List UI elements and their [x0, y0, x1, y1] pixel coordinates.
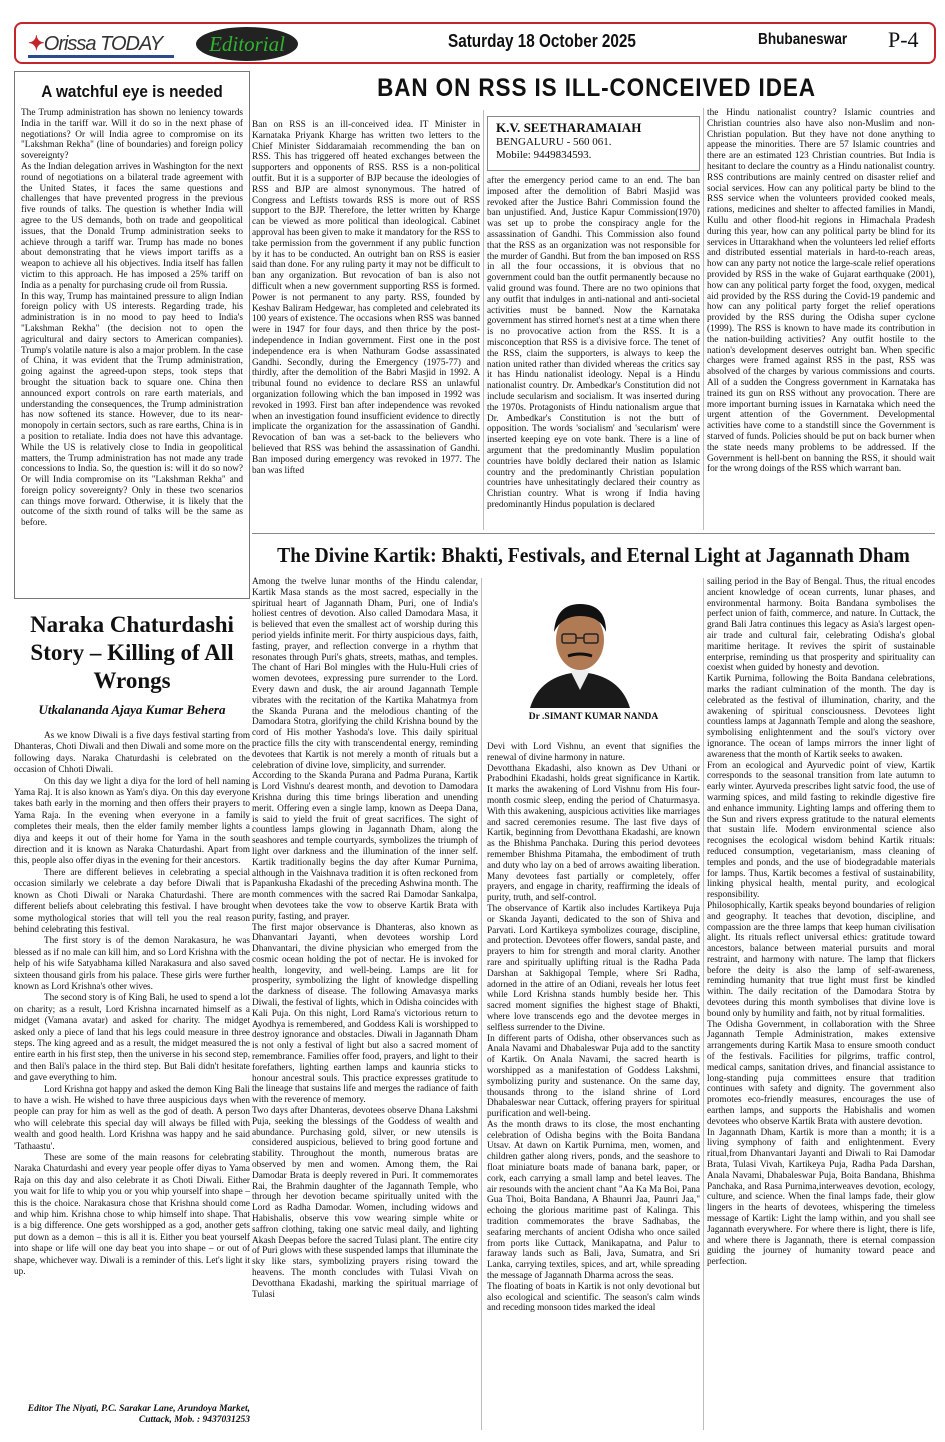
- paragraph: The second story is of King Bali, he used to spend a lot on charity; as a result, Lord Krishna incarnated himself as a midget (Vamana avatar) and asked for charity. The midget asked only a piece of land that his legs could measure in three steps. The king agreed and as a result, the midget measured the entire earth in his first step, then the universe in his second step, and then Bali's palace in the third step. But Bali didn't hesitate and gave everything to him.: [14, 992, 250, 1083]
- page-number: P-4: [888, 27, 919, 52]
- paragraph: There are different believes in celebrating a special occasion similarly we celebrate a day before Diwali that is known as Choti Diwali or Naraka Chaturdashi. There are different beliefs about celebrating this festival. I have brought some mythological stories that will tell you the real reason behind celebrating this festival.: [14, 866, 250, 934]
- column-rule: [703, 578, 704, 1430]
- kartik-headline: The Divine Kartik: Bhakti, Festivals, and Eternal Light at Jagannath Dham: [277, 543, 910, 567]
- paragraph: The Trump administration has shown no leniency towards India in the tariff war. Will it do so in the next phase of negotiations? Or will India agree to compromise on its "Lakshman Rekha" (line of boundaries) and foreign policy sovereignty?: [21, 108, 243, 162]
- paragraph: On this day we light a diya for the lord of hell naming Yama Raj. It is also known as Yam's diya. On this day everyone takes bath early in the morning and then offers their prayers to Yama Raja. In the evening when everyone in a family completes their meals, then the elder family member lights a diya and keeps it out of their home for Yama in the south direction and it is known as Naraka Chaturdashi. Apart from this, people also offer diyas in the evening for their ancestors.: [14, 775, 250, 866]
- kartik-column-3: [707, 577, 935, 1432]
- paragraph: As the month draws to its close, the most enchanting celebration of Odisha begins with the Boita Bandana Utsav. At dawn on Kartik Purnima, men, women, and children gather along rivers, ponds, and the seashore to float miniature boats made of banana bark, paper, or cork, each carrying a small lamp and betel leaves. The air resounds with the ancient chant "Aa Ka Ma Boi, Pana Gua Thoi, Boita Bandana, A Bhaunri Jaa, Paunri Jaa," echoing the glorious maritime past of Kalinga. This tradition commemorates the brave Sadhabas, the seafaring merchants of ancient Odisha who once sailed from ports like Cuttack, Manikapatna, and Palur to faraway lands such as Bali, Java, Sumatra, and Sri Lanka, carrying textiles, spices, and art, while spreading the message of Jagannath Dharma across the seas.: [487, 1119, 700, 1282]
- paragraph: Kartik Purnima, following the Boita Bandana celebrations, marks the radiant culmination of the month. The day is celebrated as the festival of illumination, charity, and the awakening of spiritual consciousness. Devotees light countless lamps at Jagannath Temple and along the seashore, symbolising enlightenment and the soul's victory over ignorance. The ocean of lamps mirrors the inner light of awareness that the month of Kartik seeks to awaken.: [707, 674, 935, 760]
- paragraph: These are some of the main reasons for celebrating Naraka Chaturdashi and every year people offer diyas to Yama Raja on this day and also celebrate it as Choti Diwali. Either you wait for life to whip you or you whip yourself into shape – this is the choice. Narakasura chose that Krishna should come and whip him. Krishna chose to whip himself into shape. That is a big difference. One gets worshipped as a god, another gets put down as a demon – this is all it is. Either you beat yourself into shape or life will one day beat you into shape – or out of shape, whichever way. Diwali is a reminder of this. Let's light it up.: [14, 1152, 250, 1277]
- logo-underline: [28, 55, 174, 58]
- watchful-eye-editorial: [14, 71, 250, 599]
- paragraph: Among the twelve lunar months of the Hindu calendar, Kartik Masa stands as the most sacred, especially in the spiritual heart of Jagannath Dham, Puri, one of India's holiest centres of devotion. Also called Damodara Masa, it is believed that even the smallest act of worship during this period yields infinite merit. For thirty auspicious days, faith, fasting, prayer, and reflection converge in a rhythm that resonates through Puri's ghats, streets, mathas, and temples. The chant of Hari Bol mingles with the Hulu-Huli cries of women devotees, expressing pure surrender to the Lord. Every dawn and dusk, the air around Jagannath Temple vibrates with the recitation of the Kartika Mahatmya from the Skanda Purana and the melodious chanting of the Damodara Stotra, glorifying the child Krishna bound by the cord of His mother Yashoda's love. This daily spiritual practice fills the city with transcendental energy, reminding devotees that Kartik is not merely a month of rituals but a celebration of divine love, simplicity, and surrender.: [252, 577, 478, 771]
- paragraph: In different parts of Odisha, other observances such as Anala Navami and Dhabaleswar Puja add to the sanctity of Kartik. On Anala Navami, the sacred hearth is worshipped as a manifestation of Goddess Lakshmi, symbolizing purity and sustenance. On the same day, thousands throng to the island shrine of Lord Dhabaleswar near Cuttack, offering prayers for spiritual purification and well-being.: [487, 1033, 700, 1120]
- paragraph: In this way, Trump has maintained pressure to align Indian foreign policy with US interests. Regarding trade, his administration is in no mood to pay heed to India's "Lakshman Rekha" (the decision not to open the agricultural and dairy sectors to American companies). Trump's volatile nature is also a major problem. In the case of China, it was evident that the Trump administration, going against the agreed-upon steps, took steps that brought the situation back to square one. China then announced export controls on rare earth materials, and understanding the consequences, the Trump administration has now softened its stance. However, due to its near-monopoly in certain sectors, such as rare earths, China is in a position to retaliate. India does not have this advantage. While the US is relatively close to India in geopolitical matters, the Trump administration has not made any trade concessions to India. So, the question is: will it do so now? Or will India compromise on its "Lakshman Rekha" and foreign policy sovereignty? Only in these two scenarios can things move forward. Otherwise, it is likely that the outcome of the sixth round of talks will be the same as before.: [21, 291, 243, 529]
- rss-column-2: after the emergency period came to an end. The ban imposed after the demolition of Babri Masjid was revoked after the Justice Bahri Commission found the ban unjustified. And, Justice Kapur Commission(1970) was set up to probe the conspiracy angle for the assassination of Gandhi. This Commission also found that the RSS as an organization was not responsible for the murder of Gandhi. But from the ban imposed on RSS in all the four occassions, it is obvious that no government could ban the outfit permanently because no valid ground was found. There are no two opinions that any outfit that indulges in anti-national and anti-societal activities must be banned. Now the Karnataka government has stirred hornet's nest at a time when there is no provocative action from the RSS. It is a misconception that RSS is a divisive force. The tenet of the RSS, claim the supporters, is always to keep the nation united rather than divided whereas the critics say it has Hindu nationalist ideology. Nepal is a Hindu nationalist country. Dr. Ambedkar's Constitution did not include secularism and socialism. It was inserted during the 1970s. Protagonists of Hindu nationalism argue that Dr. Ambedkar's Constitution is not the butt of opposition. The words 'socialism' and 'secularism' were inserted keeping eye on vote bank. There is a line of argument that the predominantly Muslim population countries have boldly declared their nation as Islamic country and the predominantly Christian population countries have unhesitatingly declared their country as Christian country. What is wrong if India having predominantly Hindus population is declared: [487, 176, 700, 510]
- paragraph: Two days after Dhanteras, devotees observe Dhana Lakshmi Puja, seeking the blessings of the Goddess of wealth and abundance. Purchasing gold, silver, or new utensils is considered auspicious, believed to bring good fortune and stability. Throughout the month, numerous bratas are observed by men and women. Among them, the Rai Damodar Brata is deeply revered in Puri. It commemorates Rai, the Brahmin daughter of the Jagannath Temple, who through her devotion became spiritually united with the Lord as Radha Damodar. Women, including widows and Habishalis, observe this vow wearing simple white or saffron clothing, taking one satvic meal daily, and lighting Akash Deepas before the sacred Tulasi plant. The entire city of Puri glows with these suspended lamps that illuminate the sky like stars, symbolizing prayers rising toward the heavens. The month concludes with Tulasi Vivah on Devotthana Ekadashi, marking the spiritual marriage of Tulasi: [252, 1106, 478, 1300]
- editorial-body: [21, 108, 243, 596]
- column-rule: [481, 578, 482, 1430]
- brand-logo: ✦Orissa TODAY: [28, 33, 163, 55]
- section-badge: Editorial: [196, 27, 298, 61]
- naraka-author: Utkalananda Ajaya Kumar Behera: [38, 702, 226, 717]
- paragraph: According to the Skanda Purana and Padma Purana, Kartik is Lord Vishnu's dearest month, and devotion to Damodara Krishna during this time brings liberation and unending merit. Offering even a single lamp, known as Deepa Dana, is said to yield the fruit of great sacrifices. The sight of countless lamps glowing in Jagannath Dham, along the seashores and temple courtyards, symbolizes the triumph of light over darkness and the illumination of the inner self. Kartik traditionally begins the day after Kumar Purnima, although in the Vaishnava tradition it is often reckoned from Papankusha Ekadashi of the preceding Ashwina month. The month commences with the sacred Rai Damodar Sankalpa, when devotees take the vow to observe Kartik Brata with purity, fasting, and prayer.: [252, 771, 478, 922]
- column-rule: [483, 110, 484, 530]
- naraka-footer: Editor The Niyati, P.C. Sarakar Lane, Arundoya Market, Cuttack, Mob. : 9437031253: [27, 1404, 250, 1425]
- paragraph: As the Indian delegation arrives in Washington for the next round of negotiations on a bilateral trade agreement with the United States, it faces the same questions and challenges that have prevented progress in the previous five rounds of talks. The question is whether India will agree to the US demands, both on trade and geopolitical issues, that the Donald Trump administration seeks to achieve through a tariff war. Trump has made no bones about demonstrating that he views import tariffs as a weapon to achieve all his objectives. India itself has fallen victim to this approach. He has imposed a 25% tariff on India as a penalty for purchasing crude oil from Russia.: [21, 161, 243, 291]
- column-rule: [703, 108, 704, 530]
- naraka-body: [14, 730, 250, 1405]
- kartik-column-1: [252, 577, 478, 1432]
- paragraph: Philosophically, Kartik speaks beyond boundaries of religion and geography. It teaches that devotion, discipline, and compassion are the three lamps that keep human civilisation alight. Its rituals reflect universal ethics: gratitude toward ancestors, balance between material pursuits and moral restraint, and harmony with nature. The lamp that flickers before the deity is also the lamp of self-awareness, reminding humanity that true light must first be kindled within. The daily recitation of the Damodara Stotra by devotees during this month symbolises that divine love is bound only by humility and faith, not by ritual formalities.: [707, 900, 935, 1019]
- paragraph: The first story is of the demon Narakasura, he was blessed as if no male can kill him, and so Lord Krishna with the help of his wife Satyabhama killed Narakasura and also saved sixteen thousand girls from his palace. These girls were further known as Lord Krishna's other wives.: [14, 935, 250, 991]
- paragraph: In Jagannath Dham, Kartik is more than a month; it is a living symphony of faith and enlightenment. Every ritual,from Dhanvantari Jayanti and Diwali to Rai Damodar Brata, Tulasi Vivah, Kartikeya Puja, Radha Pada Darshan, Anala Navami, Dhabaleswar Puja, Boita Bandana, Bhishma Panchaka, and Rasa Purnima,interweaves devotion, ecology, culture, and science. When the final lamps fade, their glow lingers in the hearts of devotees, whispering the timeless message of Kartik: Light the lamp within, and you shall see Jagannath everywhere. For where there is light, there is life, and where there is Jagannath, there is eternal compassion guiding the journey of humanity toward peace and perfection.: [707, 1127, 935, 1268]
- author-caption: Dr .SIMANT KUMAR NANDA: [528, 712, 659, 722]
- kartik-column-2: [487, 742, 700, 1432]
- naraka-headline: Naraka Chaturdashi Story – Killing of All Wrongs: [30, 612, 234, 693]
- paragraph: The first major observance is Dhanteras, also known as Dhanvantari Jayanti, when devotees worship Lord Dhanvantari, the divine physician who emerged from the cosmic ocean holding the pot of nectar. He is invoked for health, longevity, and well-being. Lamps are lit for prosperity, symbolizing the light of knowledge dispelling the darkness of disease. The following Amavasya marks Diwali, the festival of lights, which in Odisha coincides with Kali Puja. On this night, Lord Rama's victorious return to Ayodhya is remembered, and Goddess Kali is worshipped to destroy ignorance and obstacles. Diwali in Jagannath Dham is not only a festival of light but also a sacred moment of remembrance. Families offer food, prayers, and light to their forefathers, lighting earthen lamps and kaunria sticks to honour ancestral souls. This practice expresses gratitude to the lineage that sustains life and merges the radiance of faith with the reverence of memory.: [252, 922, 478, 1106]
- paragraph: From an ecological and Ayurvedic point of view, Kartik corresponds to the seasonal transition from late autumn to early winter. Ayurveda prescribes light satvic food, the use of warming spices, and mild fasting to rekindle digestive fire and enhance immunity. Lighting lamps and offering them to the Sun and rivers express gratitude to the natural elements that sustain life. Modern environmental science also recognises the ecological wisdom behind Kartik rituals: reduced consumption, vegetarianism, mass cleaning of temples and ponds, and the use of biodegradable materials for lamps. Thus, Kartik becomes a festival of sustainability, linking physical health, mental purity, and ecological responsibility.: [707, 760, 935, 901]
- rss-mobile: Mobile: 9449834593.: [496, 149, 592, 161]
- issue-date: Saturday 18 October 2025: [448, 31, 636, 51]
- edition-city: Bhubaneswar: [758, 31, 848, 48]
- rss-column-3: the Hindu nationalist country? Islamic countries and Christian countries also have also non-Muslim and non-Christian population. But they have not done anything to appease the minorities. There are 57 Islamic countries and there are an estimated 123 Christian countries. But India is hesitant to declare the country as a Hindu nationalist country. RSS contributions are mainly centred on disaster relief and social services. How can any political party be blind to the RSS service when the volunteers provided cooked meals, rations, medicines and shelter to affected families in Mandi, Kullu and other flood-hit regions in Himachala Pradesh during this year, how can any political party be blind for its services in Uttarakhand when the volunteers led relief efforts and distributed essential materials in hard-to-reach areas, how can any party not notice the large-scale relief operations provided by RSS in the wake of Gujarat earthquake (2001), how can any political party forget the food, oxygen, medical aid provided by the RSS during the Covid-19 pandemic and how can any political party forget the relief operations provided by the RSS during the Odisha super cyclone (1999). The RSS is known to have made its contribution in the nation-building activities? Any outfit hostile to the nation's development deserves outright ban. When specific charges were framed against RSS in the past, RSS was absolved of the charges by various commissions and courts. All of a sudden the Congress government in Karnataka has trained its gun on RSS without any provocation. There are more important burning issues in Karnataka which need the urgent attention of the Government. Developmental activities have come to a standstill since the Government is starved of funds. Policies should be put on back burner when the state needs many problems to be addressed. If the Government is hell-bent on banning the RSS, it should wait for the wrong doings of the RSS which warrant ban.: [707, 108, 935, 475]
- editorial-headline: A watchful eye is needed: [41, 82, 223, 101]
- brand-name: Orissa TODAY: [43, 33, 163, 55]
- paragraph: sailing period in the Bay of Bengal. Thus, the ritual encodes ancient knowledge of ocean currents, lunar phases, and environmental harmony. Boita Bandana symbolises the perfect union of faith, commerce, and nature. In Cuttack, the grand Bali Jatra continues this legacy as Asia's largest open-air trade and cultural fair, celebrating Odisha's global maritime heritage. It revives the spirit of sustainable enterprise, reminding us that prosperity and spirituality can coexist when guided by honesty and devotion.: [707, 577, 935, 674]
- rss-address: BENGALURU - 560 061.: [496, 136, 612, 148]
- rss-headline: BAN ON RSS IS ILL-CONCEIVED IDEA: [377, 74, 816, 102]
- rss-author: K.V. SEETHARAMAIAH: [496, 120, 642, 135]
- paragraph: Devotthana Ekadashi, also known as Dev Uthani or Prabodhini Ekadashi, holds great significance in Kartik. It marks the awakening of Lord Vishnu from His four-month cosmic sleep, ending the period of Chaturmasya. With this awakening, auspicious activities like marriages and sacred ceremonies resume. The last five days of Kartik, beginning from Devotthana Ekadashi, are known as the Bhishma Panchaka. During this period devotees remember Bhishma Pitamaha, the embodiment of truth and duty who lay on a bed of arrows awaiting liberation. Many devotees fast partially or completely, offer prayers, and engage in charity, reaffirming the ideals of purity, truth, and self-control.: [487, 763, 700, 904]
- paragraph: Lord Krishna got happy and asked the demon King Bali to have a wish. He wished to have three auspicious days when people can pray for him as well as the god of death. A person who will celebrate this special day will always be filled with wealth and good health. Lord Krishna was happy and he said 'Tathaastu'.: [14, 1083, 250, 1151]
- paragraph: Devi with Lord Vishnu, an event that signifies the renewal of divine harmony in nature.: [487, 742, 700, 763]
- section-divider: [252, 533, 935, 534]
- rss-column-1: Ban on RSS is an ill-conceived idea. IT Minister in Karnataka Priyank Kharge has written two letters to the Chief Minister Siddaramaiah recommending the ban on RSS. This has triggered off heated exchanges between the supporters and opponents of RSS. RSS is a non-political outfit. But it is a supporter of BJP because the ideologies of RSS and BJP are almost synonymous. The hatred of Congress and Leftists towards RSS is more out of RSS support to the BJP. Therefore, the letter written by Kharge can be viewed as more political than ideological. Cabinet approval has been given to make it mandatory for the RSS to take permission from the government if any public function by it has to be conducted. An outright ban on RSS is easier said than done. For any ruling party it may not be difficult to ban any organization. But revocation of ban is also not difficult when a new government supporting RSS is formed. Power is not permanent to any party. RSS, founded by Keshav Baliram Hedgewar, has completed and celebrated its 100 years of existence. The occasions when RSS was banned were in 1947 for four days, and then thrice by the post-independence in Indian government. First one in the post independence era is when Nathuram Godse assassinated Gandhi. Secondly, during the Emergency (1975-77) and thirdly, after the demolition of the Babri Masjid in 1992. A tribunal found no evidence to declare RSS an unlawful organization following which the ban imposed in 1992 was revoked in 1993. First ban after independence was revoked when an investigation found insufficient evidence to directly implicate the organization for the assassination of Gandhi. Revocation of ban was a set-back to the believers who believed that RSS was behind the assassination of Gandhi. Ban imposed during emergency was revoked in 1977. The ban was lifted: [252, 120, 480, 476]
- author-photo: [520, 590, 640, 708]
- paragraph: As we know Diwali is a five days festival starting from Dhanteras, Choti Diwali and then Diwali and some more on the following days. Naraka Chaturdashi is celebrated on the occasion of Chhoti Diwali.: [14, 730, 250, 775]
- masthead: [14, 22, 936, 64]
- rss-byline-box: [487, 116, 700, 171]
- paragraph: The floating of boats in Kartik is not only devotional but also ecological and scientific. The season's calm winds and receding monsoon tides marked the ideal: [487, 1281, 700, 1314]
- paragraph: The observance of Kartik also includes Kartikeya Puja or Skanda Jayanti, dedicated to the son of Shiva and Parvati. Lord Kartikeya symbolizes courage, discipline, and protection. Devotees offer flowers, sandal paste, and prayers to him for strength and moral clarity. Another rare and spiritually uplifting ritual is the Radha Pada Darshan at Sakhigopal Temple, where Sri Radha, adorned in the attire of an Odiani, reveals her lotus feet while Lord Krishna stands humbly beside her. This sacred moment signifies the highest stage of Bhakti, where love transcends ego and the devotee merges in selfless surrender to the Divine.: [487, 903, 700, 1033]
- paragraph: The Odisha Government, in collaboration with the Shree Jagannath Temple Administration, makes extensive arrangements during Kartik Masa to ensure smooth conduct of the festivals. Facilities for pilgrims, traffic control, medical camps, sanitation drives, and financial assistance to long-standing puja committees ensure that tradition continues with safety and dignity. The government also promotes eco-friendly measures, encourages the use of earthen lamps, and supports the Habishalis and women devotees who observe Kartik Brata with austere devotion.: [707, 1019, 935, 1127]
